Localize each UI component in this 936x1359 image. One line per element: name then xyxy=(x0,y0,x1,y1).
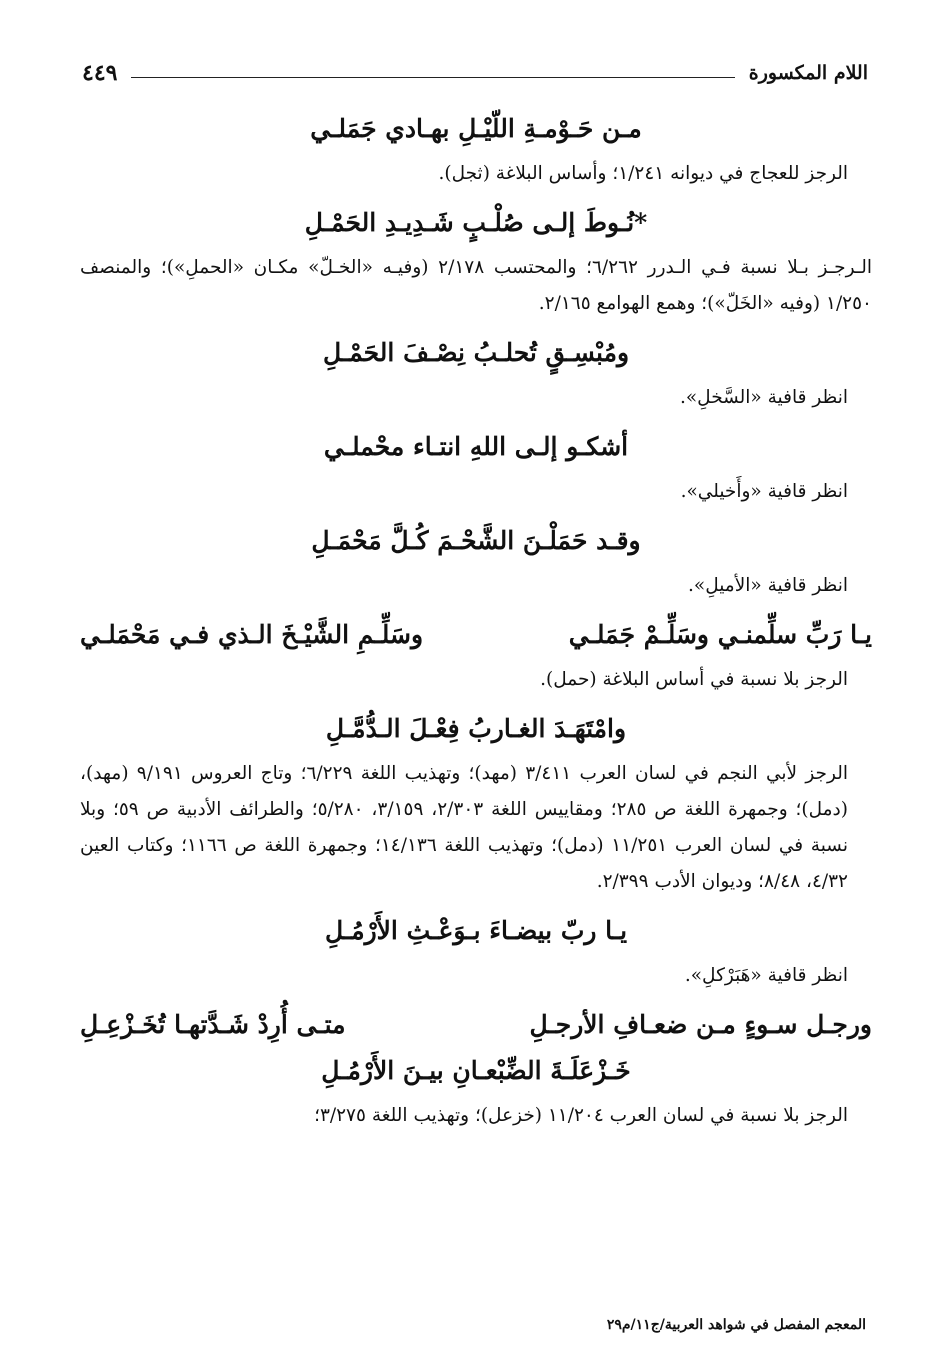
hemistich-left: وسَلِّـمِ الشَّيْـخَ الـذي فـي مَحْمَلـي xyxy=(80,620,424,649)
verse-couplet xyxy=(80,1010,872,1040)
verse-note: انظر قافية «الأميلِ». xyxy=(688,575,848,596)
verse-line: وامْتَهَـدَ الغـاربُ فِعْـلَ الـدُّمَّـلِ xyxy=(325,714,627,743)
verse-couplet xyxy=(80,620,872,650)
verse-note: الرجز بلا نسبة في لسان العرب ١١/٢٠٤ (خزعل)؛ وتهذيب اللغة ٣/٢٧٥؛ xyxy=(314,1105,848,1126)
verse-note: انظر قافية «هَبَرْكلِ». xyxy=(684,965,848,986)
verse-line: مـن حَـوْمـةِ اللّيْـلِ بهـادي جَمَلـي xyxy=(310,114,642,143)
verse-line: وقـد حَمَلْـنَ الشَّحْـمَ كُـلَّ مَحْمَـلِ xyxy=(311,526,641,555)
verse-line: ومُبْسِـقٍ تُحلـبُ نِصْـفَ الحَمْـلِ xyxy=(322,338,630,367)
hemistich-right: ورجـل سـوءٍ مـن ضعـافِ الأرجـلِ xyxy=(529,1010,872,1039)
header-rule xyxy=(131,77,734,78)
verse-note: الرجز للعجاج في ديوانه ١/٢٤١؛ وأساس البلاغة (ثجل). xyxy=(438,163,848,184)
page-header xyxy=(82,56,868,90)
page-number: ٤٤٩ xyxy=(82,60,118,86)
verse-line: يـا ربّ بيضـاءَ بـوَعْـثِ الأَرْمُـلِ xyxy=(324,916,628,945)
verse-line: أشكـو إلـى اللهِ انتـاء محْملـي xyxy=(323,432,629,461)
page-content xyxy=(80,98,872,1134)
page-footer: المعجم المفصل في شواهد العربية/ج١١/م٢٩ xyxy=(606,1317,866,1333)
verse-note: الرجز بلا نسبة في أساس البلاغة (حمل). xyxy=(540,669,848,690)
verse-note: انظر قافية «وأَخيلي». xyxy=(680,481,848,502)
hemistich-right: يـا رَبِّ سلِّمنـي وسَلِّـمْ جَمَلـي xyxy=(568,620,872,649)
chapter-title: اللام المكسورة xyxy=(748,62,868,84)
verse-note: الرجز لأبي النجم في لسان العرب ٣/٤١١ (مهد)؛ وتهذيب اللغة ٦/٢٢٩؛ وتاج العروس ٩/١٩١ (مهد)، (دمل)؛ وجمهرة اللغة ص ٢٨٥؛ ومقاييس اللغة ٢/٣٠٣، ٣/١٥٩، ٥/٢٨٠؛ والطرائف الأدبية ص ٥٩؛ وبلا نسبة في لسان العرب ١١/٢٥١ (دمل)؛ وتهذيب اللغة ١٤/١٣٦؛ وجمهرة اللغة ص ١١٦٦؛ وكتاب العين ٤/٣٢، ٨/٤٨؛ وديوان الأدب ٢/٣٩٩. xyxy=(80,763,848,892)
verse-line: خَـزْعَلَـةَ الضِّبْعـانِ بيـنَ الأَرْمُـلِ xyxy=(321,1056,631,1085)
verse-note: الـرجـز بـلا نسبة فـي الـدرر ٦/٢٦٢؛ والمحتسب ٢/١٧٨ (وفيـه «الخـلّ» مكـان «الحملِ»)؛ والمنصف ١/٢٥٠ (وفيه «الخَلّ»)؛ وهمع الهوامع ٢/١٦٥. xyxy=(80,257,873,314)
verse-line: *نُـوطَ إلـى صُلْـبٍ شَـدِيـدِ الحَمْـلِ xyxy=(304,208,648,237)
hemistich-left: متـى أُرِدْ شَـدَّتهـا تُخَـزْعِـلِ xyxy=(80,1010,346,1039)
verse-note: انظر قافية «السَّخلِ». xyxy=(679,387,848,408)
